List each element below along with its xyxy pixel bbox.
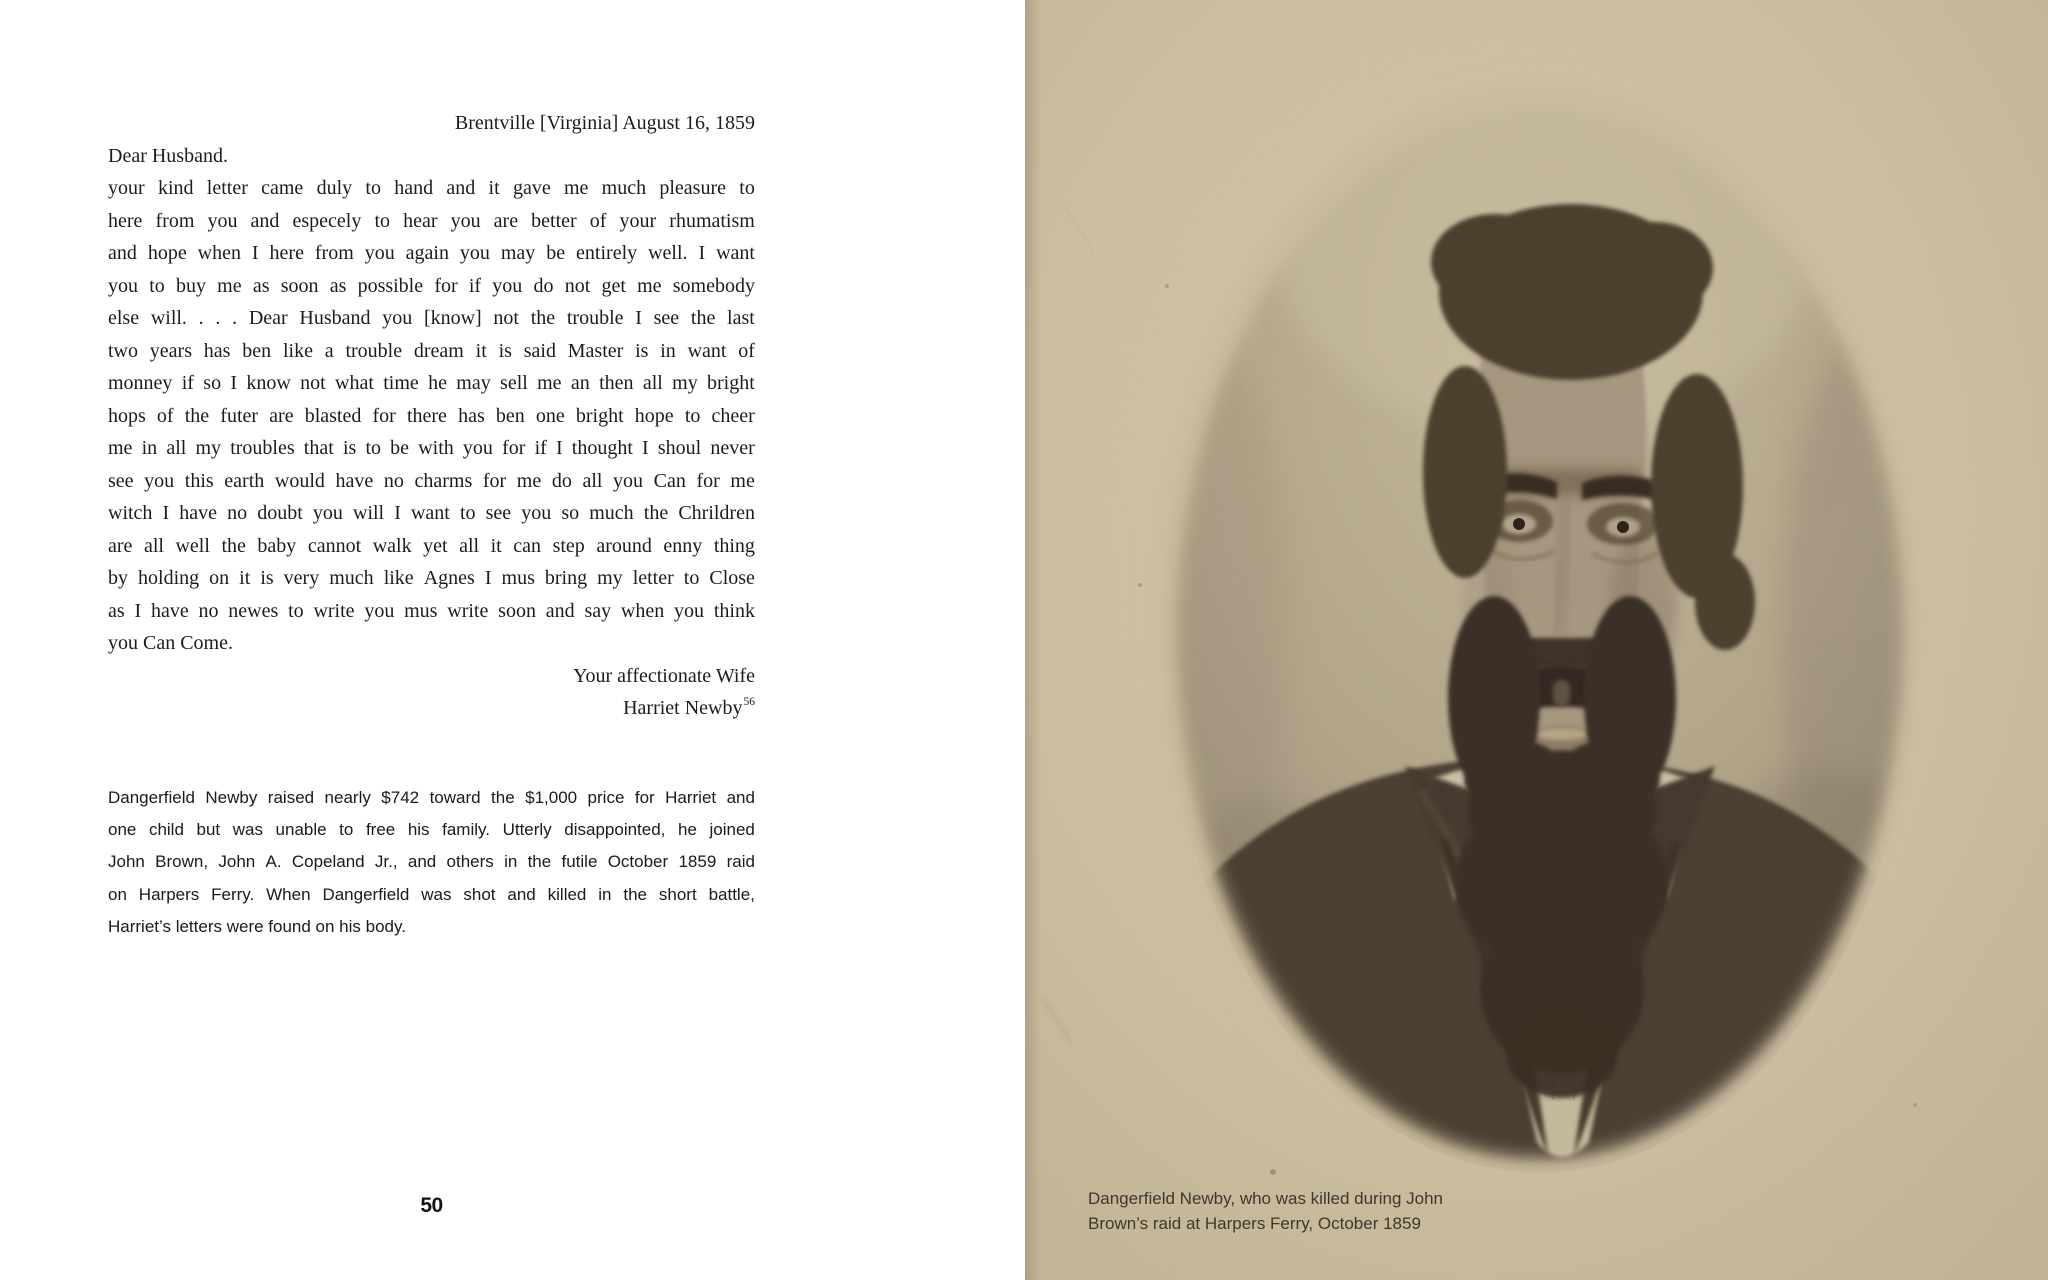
letter-line: you Can Come. <box>108 632 233 654</box>
page-number: 50 <box>420 1194 443 1217</box>
letter-line: by holding on it is very much like Agnes I mus bring my letter to Close <box>108 567 755 589</box>
commentary-line: one child but was unable to free his family. Utterly disappointed, he joined <box>108 820 755 840</box>
portrait-photograph <box>1025 0 2048 1280</box>
letter-line: see you this earth would have no charms for me do all you Can for me <box>108 469 755 492</box>
letter-line: and hope when I here from you again you may be entirely well. I want <box>108 242 755 264</box>
letter-line: two years has ben like a trouble dream it is said Master is in want of <box>108 339 755 362</box>
photo-caption <box>1088 1186 1443 1236</box>
letter-line: you to buy me as soon as possible for if you do not get me somebody <box>108 274 755 297</box>
letter-line: Harriet Newby$^{56}$ <box>623 696 755 719</box>
letter-line: monney if so I know not what time he may sell me an then all my bright <box>108 372 755 394</box>
caption-line: Brown’s raid at Harpers Ferry, October 1859 <box>1088 1214 1421 1233</box>
commentary-line: Harriet’s letters were found on his body. <box>108 916 406 936</box>
letter-line: as I have no newes to write you mus write soon and say when you think <box>108 599 755 622</box>
letter-line: your kind letter came duly to hand and it gave me much pleasure to <box>108 177 755 199</box>
commentary-line: Dangerfield Newby raised nearly $742 toward the $1,000 price for Harriet and <box>108 788 755 807</box>
right-page-photo <box>1025 0 2048 1280</box>
letter-line: Dear Husband. <box>108 144 228 167</box>
letter-line: Brentville [Virginia] August 16, 1859 <box>454 112 755 134</box>
letter-line: hops of the futer are blasted for there has ben one bright hope to cheer <box>108 404 755 427</box>
letter-line: are all well the baby cannot walk yet all it can step around enny thing <box>108 534 755 557</box>
letter-transcript <box>108 107 755 725</box>
letter-line: Your affectionate Wife <box>573 664 755 687</box>
letter-line: witch I have no doubt you will I want to see you so much the Chrildren <box>108 502 755 524</box>
caption-line: Dangerfield Newby, who was killed during John <box>1088 1189 1443 1208</box>
commentary-paragraph <box>108 782 755 943</box>
paper-grain <box>1025 0 2048 1280</box>
letter-line: else will. . . . Dear Husband you [know] not the trouble I see the last <box>108 307 755 329</box>
letter-line: me in all my troubles that is to be with you for if I thought I shoul never <box>108 437 755 459</box>
commentary-line: on Harpers Ferry. When Dangerfield was shot and killed in the short battle, <box>108 884 755 904</box>
commentary-line: John Brown, John A. Copeland Jr., and others in the futile October 1859 raid <box>108 852 755 872</box>
letter-line: here from you and especely to hear you are better of your rhumatism <box>108 209 755 232</box>
